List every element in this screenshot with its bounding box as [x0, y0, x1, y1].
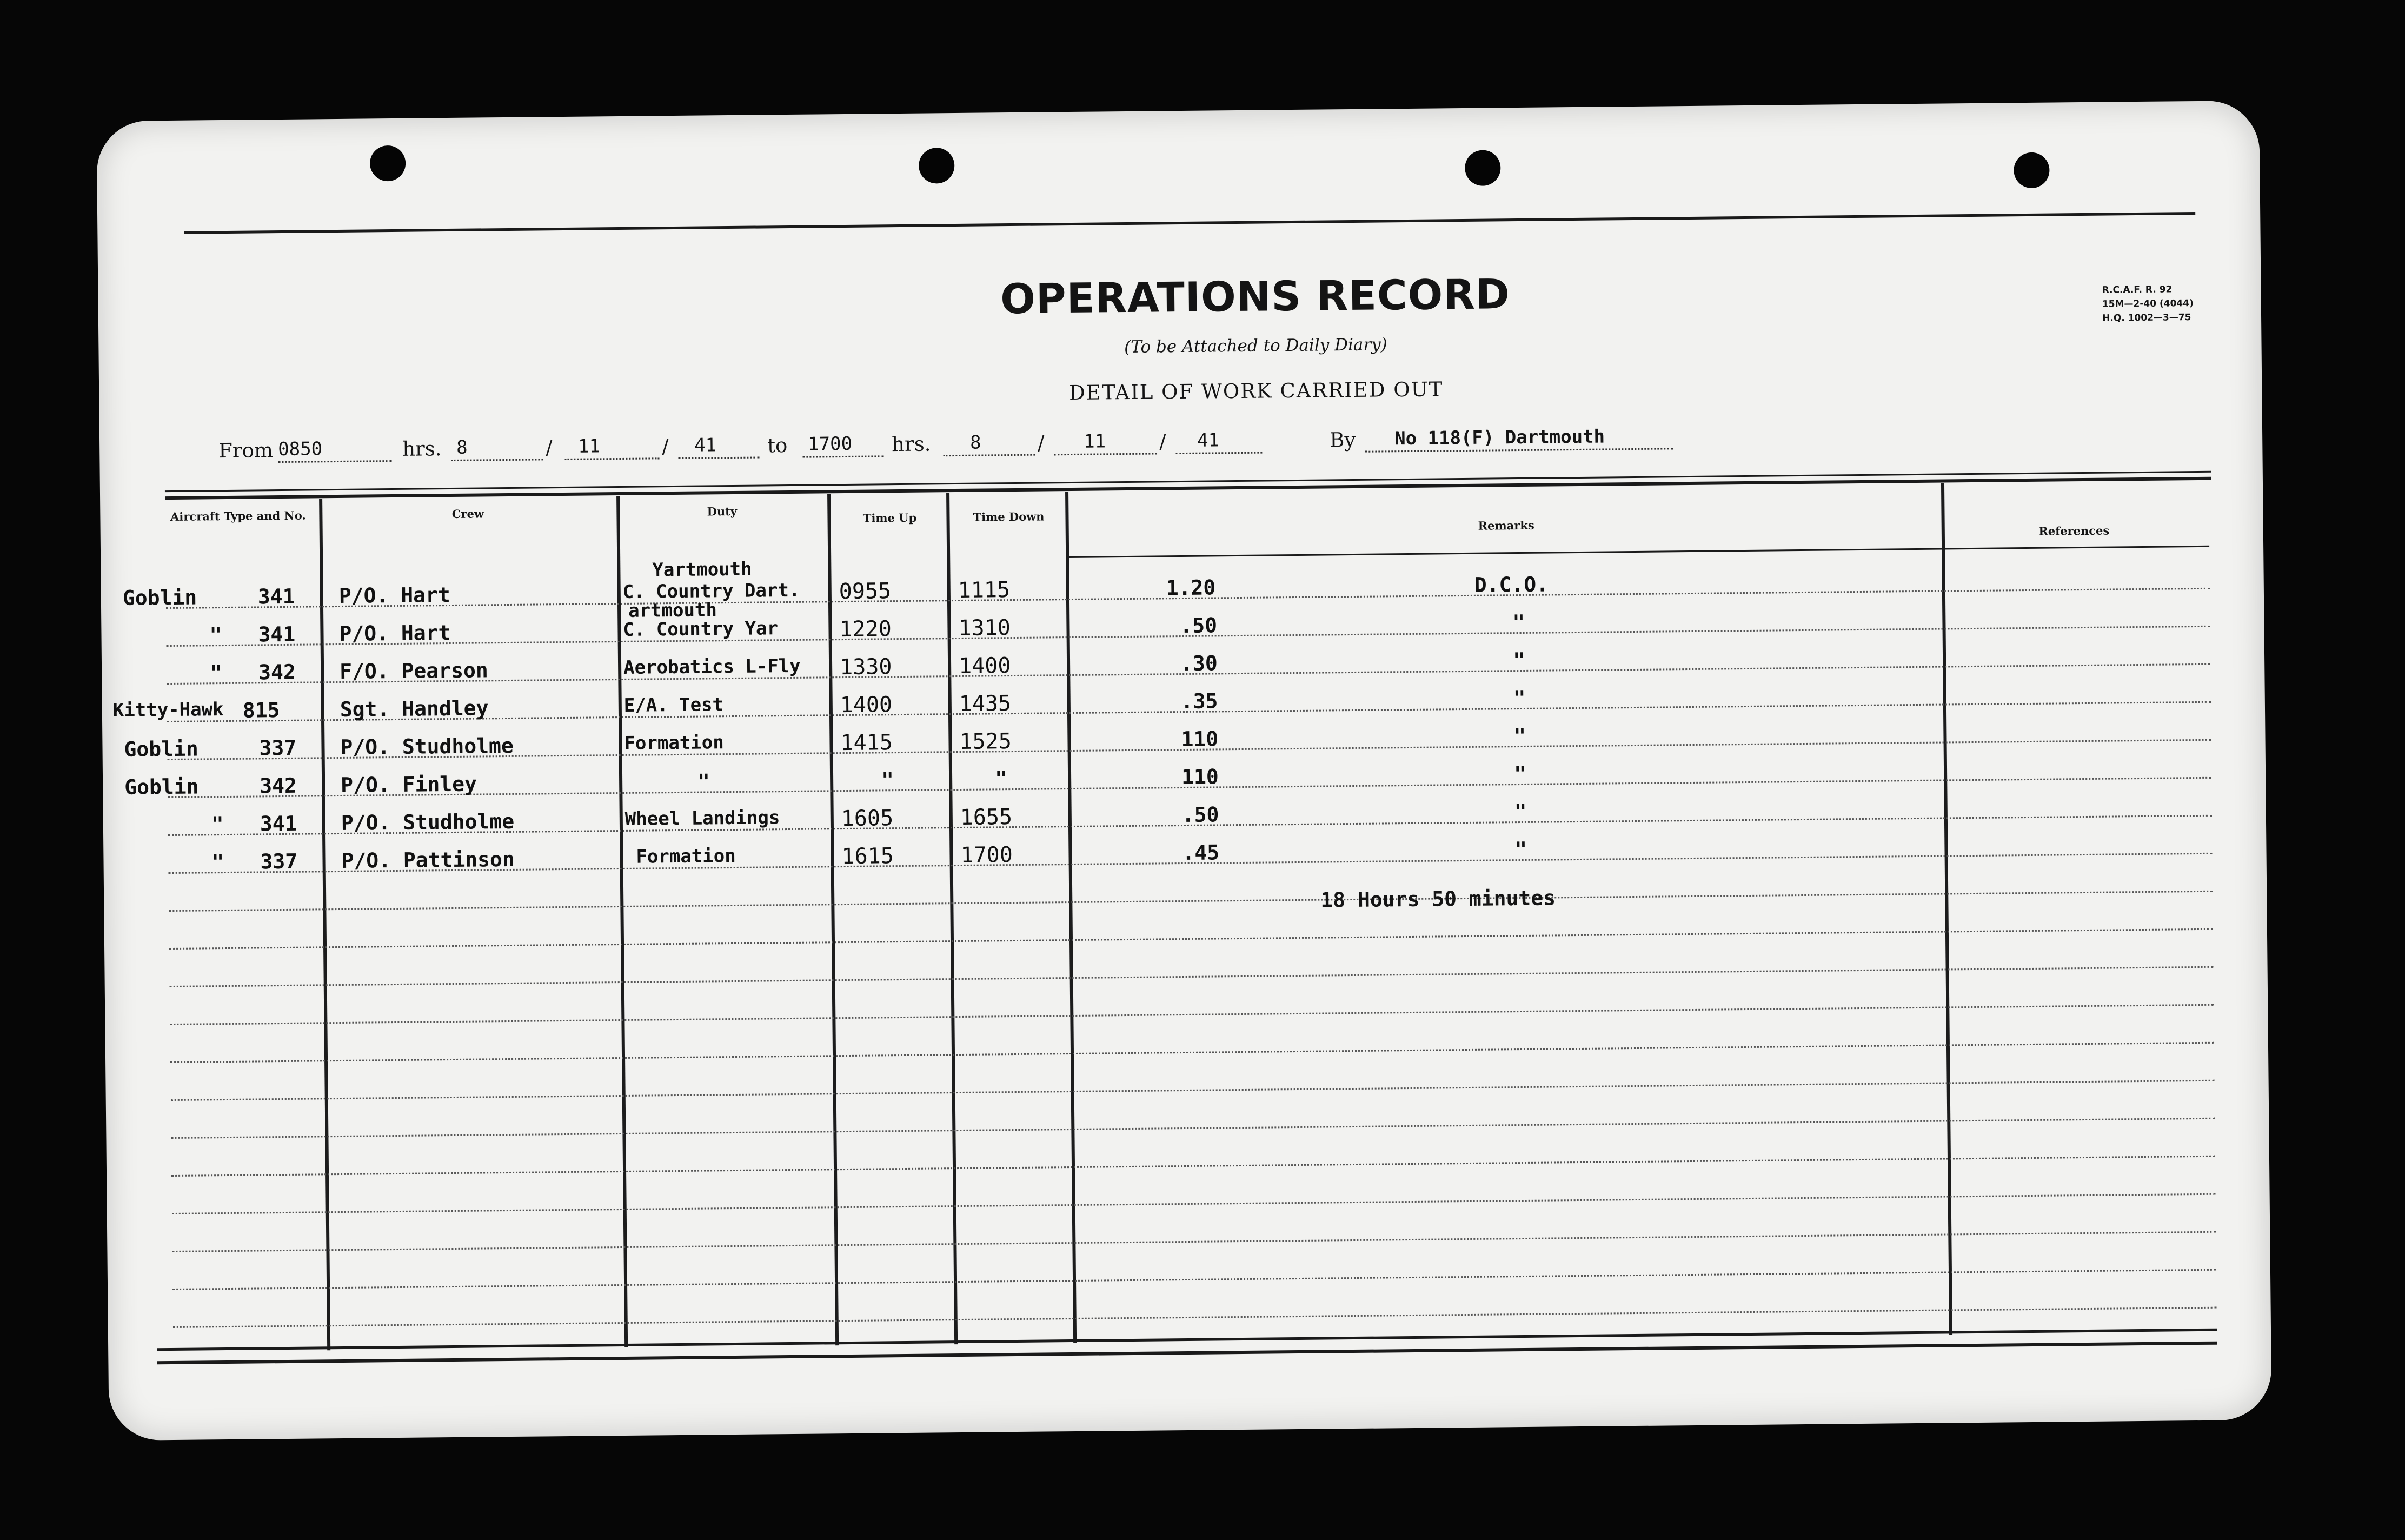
- time-up: 1615: [841, 844, 894, 869]
- duty-note: artmouth: [628, 599, 717, 622]
- aircraft-no: 342: [259, 773, 297, 798]
- time-down: 1400: [958, 653, 1011, 679]
- to-label: to: [767, 434, 788, 457]
- aircraft-no: 337: [259, 735, 297, 760]
- time-down: 1115: [958, 578, 1011, 603]
- form-code: [2102, 282, 2194, 326]
- time-up: 1415: [840, 730, 893, 756]
- crew-name: P/O. Hart: [338, 583, 450, 608]
- crew-name: P/O. Finley: [340, 772, 477, 797]
- col-crew: Crew: [451, 507, 484, 521]
- time-up: 1605: [841, 806, 894, 832]
- from-month: 11: [578, 435, 601, 457]
- col-duty: Duty: [707, 504, 738, 519]
- time-up: 1220: [839, 616, 892, 642]
- hrs-label: hrs.: [402, 437, 442, 461]
- aircraft-no: 815: [242, 698, 280, 722]
- aircraft-type: ": [209, 623, 222, 647]
- crew-name: P/O. Hart: [339, 621, 451, 646]
- aircraft-type: ": [209, 661, 223, 685]
- hours: 110: [1181, 765, 1219, 789]
- punch-hole: [2014, 152, 2050, 189]
- time-down: 1700: [960, 842, 1013, 868]
- remark: ": [1513, 723, 1526, 748]
- aircraft-type: Goblin: [124, 774, 199, 799]
- remark: ": [1512, 648, 1526, 673]
- remark: ": [1514, 837, 1527, 862]
- time-up: 1330: [839, 654, 892, 680]
- time-up: ": [881, 768, 894, 792]
- to-month: 11: [1083, 430, 1106, 453]
- col-time-down: Time Down: [973, 509, 1045, 524]
- form-code-line: R.C.A.F. R. 92: [2102, 284, 2173, 296]
- time-up: 1400: [840, 692, 893, 718]
- crew-name: P/O. Studholme: [341, 809, 515, 835]
- by-label: By: [1329, 428, 1356, 452]
- page-subtitle: (To be Attached to Daily Diary): [1124, 335, 1387, 357]
- total-hours: 18 Hours 50 minutes: [1320, 886, 1556, 912]
- remark: ": [1512, 610, 1525, 635]
- from-year: 41: [694, 434, 717, 456]
- time-up: 0955: [839, 579, 892, 605]
- duty: Formation: [636, 845, 736, 868]
- time-down: 1655: [960, 805, 1013, 830]
- crew-name: F/O. Pearson: [339, 658, 488, 683]
- punch-hole: [370, 145, 406, 182]
- duty: C. Country Dart.: [622, 579, 800, 603]
- duty-note: Yartmouth: [652, 558, 752, 581]
- time-down: 1310: [958, 615, 1011, 641]
- hours: .50: [1180, 613, 1218, 638]
- hours: 110: [1181, 727, 1219, 752]
- aircraft-type: Goblin: [122, 585, 197, 610]
- hrs-label: hrs.: [891, 432, 931, 456]
- time-down: ": [994, 767, 1008, 791]
- aircraft-type: Kitty-Hawk: [112, 699, 224, 722]
- duty: E/A. Test: [623, 694, 724, 716]
- time-down: 1525: [959, 729, 1012, 754]
- aircraft-no: 341: [258, 622, 296, 647]
- hours: .50: [1181, 802, 1219, 827]
- period-line: From 0850 hrs. 8 / 11 / 41 to 1700 hrs. 8 / 11 / 41 By No 118(F) Dartmouth: [218, 417, 1949, 472]
- aircraft-no: 341: [260, 811, 297, 836]
- from-day: 8: [456, 436, 468, 459]
- from-time: 0850: [278, 438, 323, 461]
- crew-name: Sgt. Handley: [340, 696, 489, 721]
- aircraft-no: 341: [257, 584, 295, 609]
- crew-name: P/O. Studholme: [340, 733, 514, 759]
- aircraft-type: ": [211, 812, 224, 837]
- subheader-rule: [1068, 546, 2209, 558]
- col-time-up: Time Up: [862, 510, 917, 525]
- hours: .35: [1180, 689, 1218, 714]
- aircraft-type: Goblin: [124, 736, 199, 761]
- remark: ": [1513, 686, 1526, 711]
- to-day: 8: [969, 432, 981, 454]
- aircraft-type: ": [211, 850, 224, 874]
- top-rule: [184, 212, 2195, 234]
- remark: D.C.O.: [1474, 572, 1549, 597]
- punch-hole: [919, 148, 955, 184]
- duty: Aerobatics L-Fly: [623, 655, 801, 679]
- col-aircraft: Aircraft Type and No.: [170, 508, 306, 523]
- to-year: 41: [1197, 429, 1220, 452]
- duty: Wheel Landings: [624, 807, 780, 830]
- remark: ": [1514, 799, 1527, 824]
- aircraft-no: 337: [260, 849, 298, 874]
- from-label: From: [218, 439, 274, 463]
- hours: .45: [1182, 840, 1220, 865]
- hours: 1.20: [1166, 575, 1216, 600]
- page-title: OPERATIONS RECORD: [1000, 270, 1511, 323]
- remark: ": [1513, 761, 1527, 786]
- section-heading: DETAIL OF WORK CARRIED OUT: [1068, 377, 1444, 405]
- col-references: References: [2038, 523, 2110, 538]
- duty: C. Country Yar: [623, 618, 779, 641]
- hours: .30: [1180, 651, 1218, 676]
- form-code-line: 15M—2-40 (4044): [2102, 298, 2194, 310]
- duty: Formation: [624, 732, 724, 754]
- punch-hole: [1465, 150, 1501, 186]
- by-unit: No 118(F) Dartmouth: [1394, 426, 1605, 450]
- to-time: 1700: [807, 433, 853, 455]
- crew-name: P/O. Pattinson: [341, 847, 515, 873]
- col-remarks: Remarks: [1478, 518, 1534, 533]
- time-down: 1435: [959, 691, 1012, 716]
- form-code-line: H.Q. 1002—3—75: [2102, 312, 2191, 324]
- operations-record-card: [96, 101, 2271, 1441]
- aircraft-no: 342: [258, 660, 296, 685]
- duty: ": [697, 769, 710, 794]
